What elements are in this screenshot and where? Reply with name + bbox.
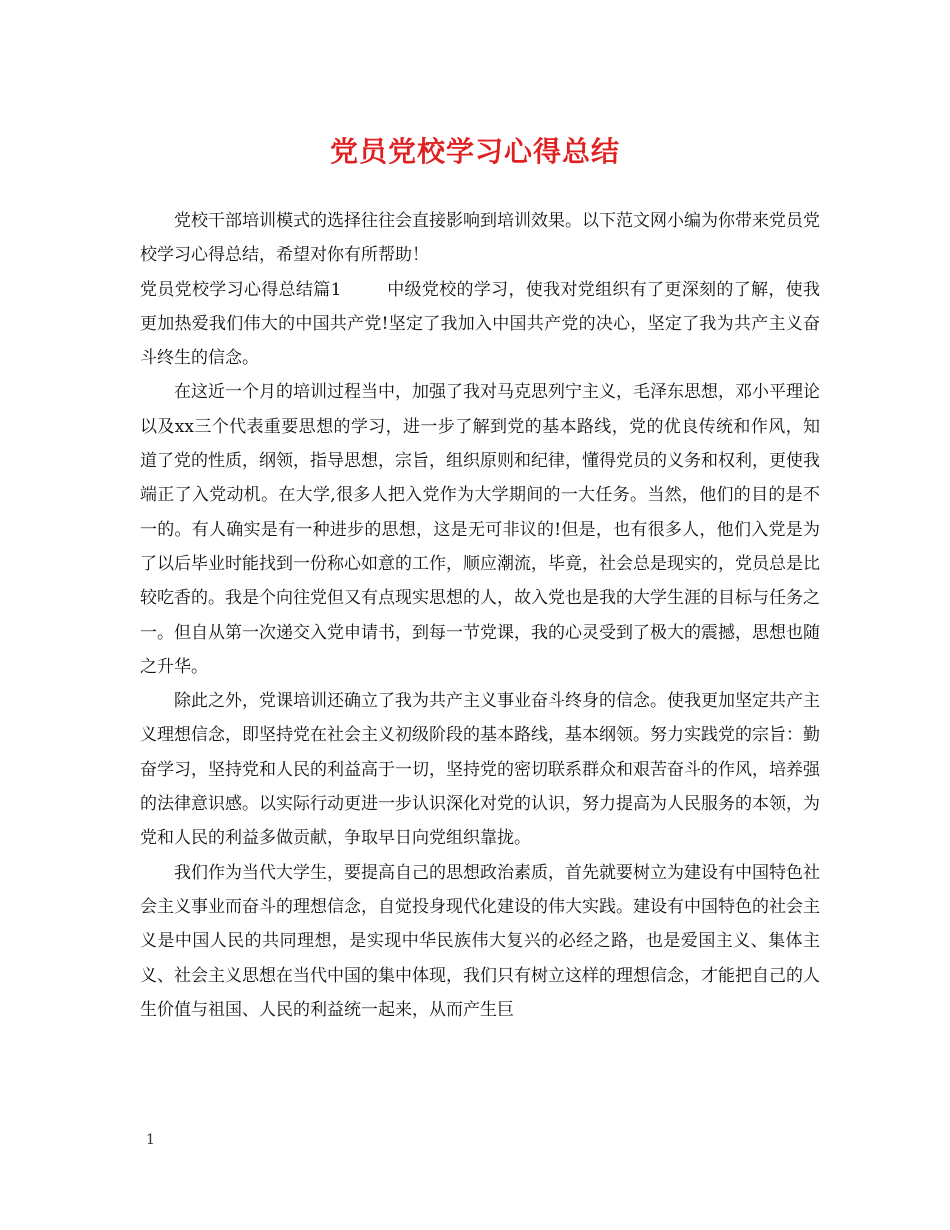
body-paragraph-2: 在这近一个月的培训过程当中，加强了我对马克思列宁主义，毛泽东思想，邓小平理论以及xx三个代表重要思想的学习，进一步了解到党的基本路线，党的优良传统和作风，知道了党的性质，纲领，指导思想，宗旨，组织原则和纪律，懂得党员的义务和权利，更使我端正了入党动机。在大学,很多人把入党作为大学期间的一大任务。当然，他们的目的是不一的。有人确实是有一种进步的思想，这是无可非议的!但是，也有很多人，他们入党是为了以后毕业时能找到一份称心如意的工作，顺应潮流，毕竟，社会总是现实的，党员总是比较吃香的。我是个向往党但又有点现实思想的人，故入党也是我的大学生涯的目标与任务之一。但自从第一次递交入党申请书，到每一节党课，我的心灵受到了极大的震撼，思想也随之升华。 (140, 382, 820, 677)
section-1-paragraph (140, 273, 820, 376)
section-heading: 党员党校学习心得总结篇1 (140, 279, 342, 300)
intro-paragraph: 党校干部培训模式的选择往往会直接影响到培训效果。以下范文网小编为你带来党员党校学习心得总结，希望对你有所帮助！ (140, 211, 820, 266)
section-1-text: 中级党校的学习，使我对党组织有了更深刻的了解，使我更加热爱我们伟大的中国共产党!坚定了我加入中国共产党的决心，坚定了我为共产主义奋斗终生的信念。 (140, 279, 820, 369)
body-paragraph-4: 我们作为当代大学生，要提高自己的思想政治素质，首先就要树立为建设有中国特色社会主义事业而奋斗的理想信念，自觉投身现代化建设的伟大实践。建设有中国特色的社会主义是中国人民的共同理想，是实现中华民族伟大复兴的必经之路，也是爱国主义、集体主义、社会主义思想在当代中国的集中体现，我们只有树立这样的理想信念，才能把自己的人生价值与祖国、人民的利益统一起来，从而产生巨 (140, 862, 820, 1020)
body-paragraph-3: 除此之外，党课培训还确立了我为共产主义事业奋斗终身的信念。使我更加坚定共产主义理想信念，即坚持党在社会主义初级阶段的基本路线，基本纲领。努力实践党的宗旨：勤奋学习，坚持党和人民的利益高于一切，坚持党的密切联系群众和艰苦奋斗的作风，培养强的法律意识感。以实际行动更进一步认识深化对党的认识，努力提高为人民服务的本领，为党和人民的利益多做贡献，争取早日向党组织靠拢。 (140, 691, 820, 849)
document-title: 党员党校学习心得总结 (329, 135, 620, 168)
page-number: 1 (146, 1132, 155, 1148)
document-body (140, 204, 820, 1027)
